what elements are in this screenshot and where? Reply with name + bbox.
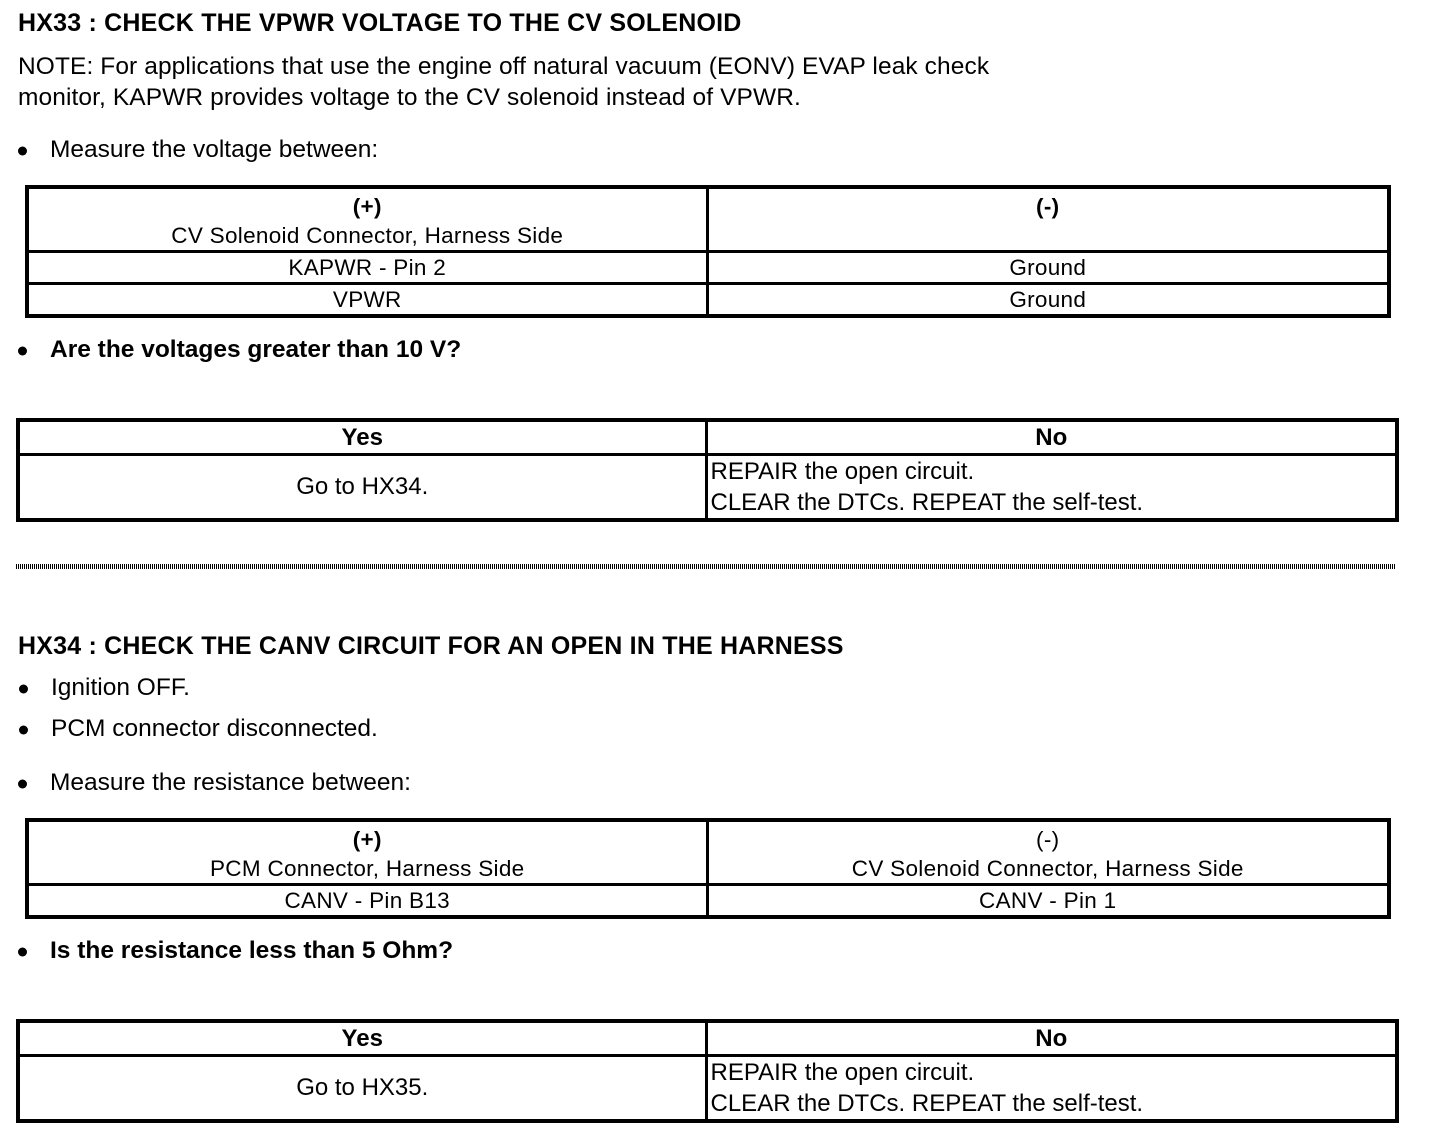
cell-negative: Ground <box>707 252 1389 284</box>
cell-positive: KAPWR - Pin 2 <box>27 252 707 284</box>
hx33-title: HX33 : CHECK THE VPWR VOLTAGE TO THE CV SOLENOID <box>18 9 742 37</box>
hx33-measure-table <box>25 185 1391 318</box>
yes-cell: Go to HX34. <box>18 455 706 521</box>
hx34-decision-table <box>16 1019 1399 1123</box>
bullet-dot-icon <box>18 147 27 156</box>
yes-header: Yes <box>18 1021 706 1056</box>
hx33-decision-table <box>16 418 1399 522</box>
bullet-dot-icon <box>19 685 28 694</box>
cell-positive: VPWR <box>27 284 707 317</box>
col-positive-header: (+) PCM Connector, Harness Side <box>27 820 707 885</box>
bullet-dot-icon <box>18 948 27 957</box>
table-row <box>27 885 1389 918</box>
table-row <box>27 284 1389 317</box>
no-header: No <box>706 1021 1397 1056</box>
table-row <box>27 252 1389 284</box>
bullet-dot-icon <box>19 726 28 735</box>
hx33-note <box>18 51 989 113</box>
col-positive-header: (+) CV Solenoid Connector, Harness Side <box>27 187 707 252</box>
hx34-question: Is the resistance less than 5 Ohm? <box>18 937 718 967</box>
decision-row <box>18 1056 1397 1122</box>
yes-cell: Go to HX35. <box>18 1056 706 1122</box>
hx34-bullet-ignition: Ignition OFF. <box>19 674 719 704</box>
bullet-dot-icon <box>18 780 27 789</box>
no-cell: REPAIR the open circuit. CLEAR the DTCs. REPEAT the self-test. <box>706 1056 1397 1122</box>
cell-positive: CANV - Pin B13 <box>27 885 707 918</box>
decision-row <box>18 455 1397 521</box>
cell-negative: Ground <box>707 284 1389 317</box>
hx34-measure-table <box>25 818 1391 919</box>
col-negative-header: (-) CV Solenoid Connector, Harness Side <box>707 820 1389 885</box>
hx33-note-line2: monitor, KAPWR provides voltage to the CV solenoid instead of VPWR. <box>18 84 801 111</box>
no-header: No <box>706 420 1397 455</box>
bullet-dot-icon <box>18 347 27 356</box>
section-divider <box>16 564 1396 569</box>
hx34-title: HX34 : CHECK THE CANV CIRCUIT FOR AN OPEN IN THE HARNESS <box>18 632 844 660</box>
hx33-note-line1: NOTE: For applications that use the engine off natural vacuum (EONV) EVAP leak check <box>18 53 990 80</box>
no-cell: REPAIR the open circuit. CLEAR the DTCs. REPEAT the self-test. <box>706 455 1397 521</box>
col-negative-header: (-) <box>707 187 1389 252</box>
decision-header-row <box>18 1021 1397 1056</box>
hx33-question: Are the voltages greater than 10 V? <box>18 336 718 366</box>
decision-header-row <box>18 420 1397 455</box>
hx33-bullet-measure: Measure the voltage between: <box>18 136 718 166</box>
table-header-row <box>27 820 1389 885</box>
hx34-bullet-measure: Measure the resistance between: <box>18 769 718 799</box>
cell-negative: CANV - Pin 1 <box>707 885 1389 918</box>
table-header-row <box>27 187 1389 252</box>
yes-header: Yes <box>18 420 706 455</box>
hx34-bullet-pcm: PCM connector disconnected. <box>19 715 719 745</box>
